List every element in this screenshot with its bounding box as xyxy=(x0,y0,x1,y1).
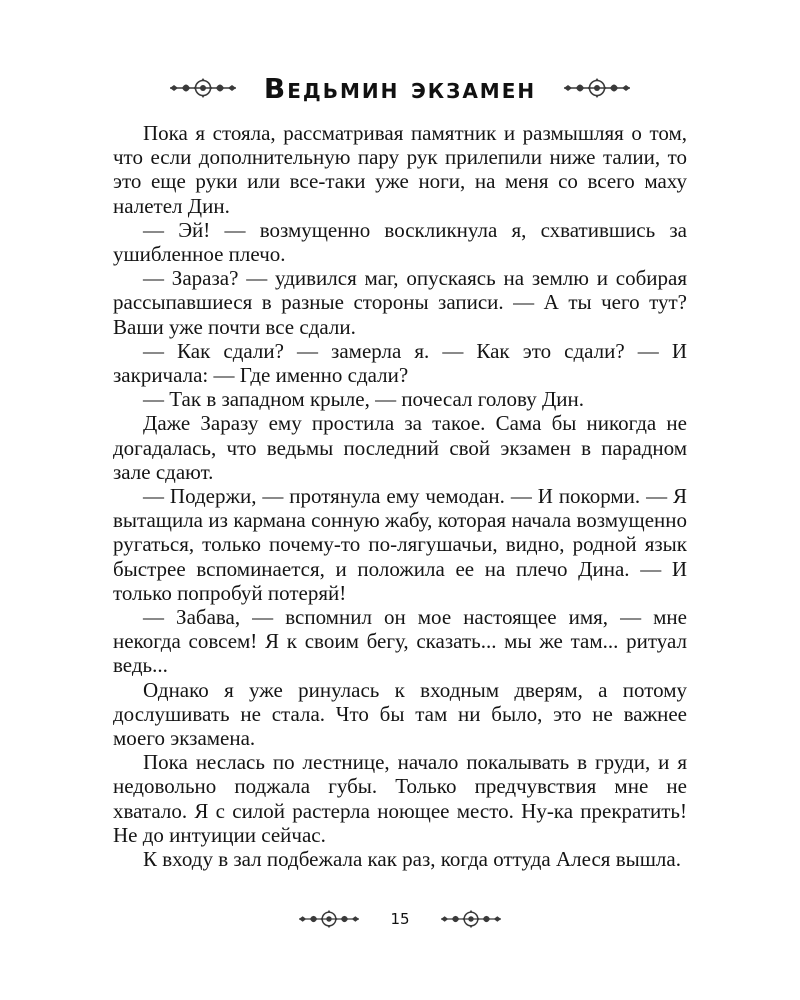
ornament-icon xyxy=(438,909,504,929)
ornament-icon xyxy=(168,77,238,99)
paragraph: Даже Заразу ему простила за такое. Сама бы никогда не догадалась, что ведьмы последний свой экзамен в парадном зале сдают. xyxy=(113,411,687,484)
page-number: 15 xyxy=(390,910,410,928)
paragraph: К входу в зал подбежала как раз, когда оттуда Алеся вышла. xyxy=(143,847,681,872)
running-title: Ведьмин экзамен xyxy=(263,71,537,105)
paragraph: Однако я уже ринулась к входным дверям, а потому дослушивать не стала. Что бы там ни было, это не важнее моего экзамена. xyxy=(113,677,687,751)
paragraph: Пока я стояла, рассматривая памятник и размышляя о том, что если дополнительную пару рук прилепили ниже талии, то это еще руки или все-таки уже ноги, на меня со всего маху налетел Дин. xyxy=(113,121,687,218)
ornament-icon xyxy=(562,77,632,99)
paragraph: — Эй! — возмущенно воскликнула я, схватившись за ушибленное плечо. xyxy=(113,217,687,267)
body-text xyxy=(113,121,687,871)
page-header xyxy=(0,68,800,108)
page-footer xyxy=(0,904,800,934)
paragraph: — Как сдали? — замерла я. — Как это сдали? — И закричала: — Где именно сдали? xyxy=(113,338,687,388)
paragraph: — Так в западном крыле, — почесал голову Дин. xyxy=(143,387,585,412)
paragraph: — Зараза? — удивился маг, опускаясь на землю и собирая рассыпавшиеся в разные стороны записи. — А ты чего тут? Ваши уже почти все сдали. xyxy=(113,266,687,339)
ornament-icon xyxy=(296,909,362,929)
paragraph: — Забава, — вспомнил он мое настоящее имя, — мне некогда совсем! Я к своим бегу, сказать... мы же там... ритуал ведь... xyxy=(113,605,687,678)
paragraph: — Подержи, — протянула ему чемодан. — И покорми. — Я вытащила из кармана сонную жабу, которая начала возмущенно ругаться, только почему-то по-лягушачьи, видно, родной язык быстрее вспоминается, и положила ее на плечо Дина. — И только попробуй потеряй! xyxy=(113,484,687,605)
paragraph: Пока неслась по лестнице, начало покалывать в груди, и я недовольно поджала губы. Только предчувствия мне не хватало. Я с силой растерла ноющее место. Ну-ка прекратить! Не до интуиции сейчас. xyxy=(113,750,687,847)
